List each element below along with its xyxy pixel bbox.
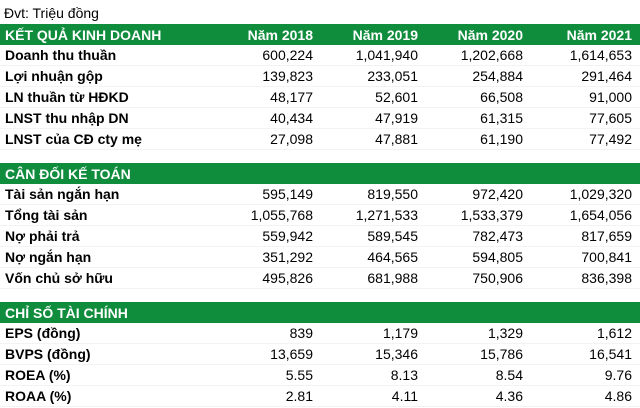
cell-value: 16,541 bbox=[589, 346, 632, 362]
cell-value: 600,224 bbox=[262, 47, 313, 63]
cell-value: 61,315 bbox=[480, 110, 523, 126]
cell-value: 839 bbox=[289, 325, 313, 341]
cell-value: 13,659 bbox=[270, 346, 313, 362]
cell-value: 27,098 bbox=[270, 131, 313, 147]
cell-value: 1,271,533 bbox=[355, 207, 418, 223]
cell-value: 351,292 bbox=[262, 249, 313, 265]
balance-header bbox=[0, 163, 640, 184]
business-header bbox=[0, 24, 640, 45]
cell-value: 1,202,668 bbox=[460, 47, 523, 63]
cell-value: 559,942 bbox=[262, 228, 313, 244]
table-row bbox=[0, 344, 640, 365]
cell-value: 91,000 bbox=[589, 89, 632, 105]
row-label: Tổng tài sản bbox=[5, 207, 88, 223]
table-row bbox=[0, 129, 640, 150]
cell-value: 464,565 bbox=[367, 249, 418, 265]
cell-value: 8.13 bbox=[390, 367, 418, 383]
ratios-header bbox=[0, 302, 640, 323]
row-label: Tài sản ngắn hạn bbox=[5, 186, 120, 202]
ratios-section bbox=[0, 302, 640, 407]
cell-value: 15,786 bbox=[480, 346, 523, 362]
cell-value: 750,906 bbox=[472, 270, 523, 286]
cell-value: 819,550 bbox=[367, 186, 418, 202]
cell-value: 495,826 bbox=[262, 270, 313, 286]
row-label: LNST của CĐ cty mẹ bbox=[5, 131, 142, 147]
balance-section bbox=[0, 163, 640, 289]
table-row bbox=[0, 323, 640, 344]
cell-value: 48,177 bbox=[270, 89, 313, 105]
cell-value: 9.76 bbox=[604, 367, 632, 383]
table-row bbox=[0, 226, 640, 247]
cell-value: 8.54 bbox=[495, 367, 523, 383]
cell-value: 782,473 bbox=[472, 228, 523, 244]
cell-value: 1,654,056 bbox=[569, 207, 632, 223]
table-row bbox=[0, 247, 640, 268]
cell-value: 5.55 bbox=[285, 367, 313, 383]
cell-value: 1,329 bbox=[487, 325, 523, 341]
cell-value: 1,055,768 bbox=[250, 207, 313, 223]
cell-value: 1,614,653 bbox=[569, 47, 632, 63]
cell-value: 595,149 bbox=[262, 186, 313, 202]
cell-value: 1,041,940 bbox=[355, 47, 418, 63]
year-header: Năm 2021 bbox=[566, 26, 632, 43]
table-row bbox=[0, 108, 640, 129]
cell-value: 2.81 bbox=[285, 388, 313, 404]
unit-label: Đvt: Triệu đồng bbox=[4, 5, 99, 21]
cell-value: 681,988 bbox=[367, 270, 418, 286]
row-label: Vốn chủ sở hữu bbox=[5, 270, 113, 286]
cell-value: 1,612 bbox=[596, 325, 632, 341]
year-header: Năm 2020 bbox=[457, 26, 523, 43]
year-header: Năm 2019 bbox=[352, 26, 418, 43]
cell-value: 1,533,379 bbox=[460, 207, 523, 223]
cell-value: 52,601 bbox=[375, 89, 418, 105]
cell-value: 233,051 bbox=[367, 68, 418, 84]
cell-value: 4.36 bbox=[495, 388, 523, 404]
table-row bbox=[0, 45, 640, 66]
cell-value: 4.11 bbox=[391, 388, 418, 404]
table-row bbox=[0, 87, 640, 108]
cell-value: 589,545 bbox=[367, 228, 418, 244]
row-label: BVPS (đồng) bbox=[5, 346, 91, 362]
business-section bbox=[0, 24, 640, 150]
year-header: Năm 2018 bbox=[247, 26, 313, 43]
row-label: LNST thu nhập DN bbox=[5, 110, 129, 126]
table-row bbox=[0, 365, 640, 386]
row-label: Lợi nhuận gộp bbox=[5, 68, 103, 84]
cell-value: 47,919 bbox=[375, 110, 418, 126]
cell-value: 1,029,320 bbox=[569, 186, 632, 202]
table-row bbox=[0, 66, 640, 87]
row-label: Doanh thu thuần bbox=[5, 47, 117, 63]
cell-value: 15,346 bbox=[375, 346, 418, 362]
table-row bbox=[0, 205, 640, 226]
section-title: KẾT QUẢ KINH DOANH bbox=[5, 26, 162, 43]
cell-value: 77,605 bbox=[589, 110, 632, 126]
row-label: Nợ phải trả bbox=[5, 228, 80, 244]
table-row bbox=[0, 268, 640, 289]
row-label: Nợ ngắn hạn bbox=[5, 249, 92, 265]
cell-value: 61,190 bbox=[480, 131, 523, 147]
cell-value: 254,884 bbox=[472, 68, 523, 84]
row-label: EPS (đồng) bbox=[5, 325, 81, 341]
cell-value: 291,464 bbox=[581, 68, 632, 84]
row-label: LN thuần từ HĐKD bbox=[5, 89, 129, 105]
cell-value: 817,659 bbox=[581, 228, 632, 244]
cell-value: 594,805 bbox=[472, 249, 523, 265]
section-title: CHỈ SỐ TÀI CHÍNH bbox=[5, 304, 128, 321]
table-row bbox=[0, 184, 640, 205]
section-title: CÂN ĐỐI KẾ TOÁN bbox=[5, 165, 131, 182]
cell-value: 40,434 bbox=[270, 110, 313, 126]
cell-value: 47,881 bbox=[375, 131, 418, 147]
cell-value: 972,420 bbox=[472, 186, 523, 202]
cell-value: 139,823 bbox=[262, 68, 313, 84]
cell-value: 77,492 bbox=[589, 131, 632, 147]
row-label: ROEA (%) bbox=[5, 367, 71, 383]
cell-value: 66,508 bbox=[480, 89, 523, 105]
row-label: ROAA (%) bbox=[5, 388, 72, 404]
cell-value: 836,398 bbox=[581, 270, 632, 286]
cell-value: 4.86 bbox=[604, 388, 632, 404]
table-row bbox=[0, 386, 640, 407]
cell-value: 700,841 bbox=[581, 249, 632, 265]
cell-value: 1,179 bbox=[382, 325, 418, 341]
